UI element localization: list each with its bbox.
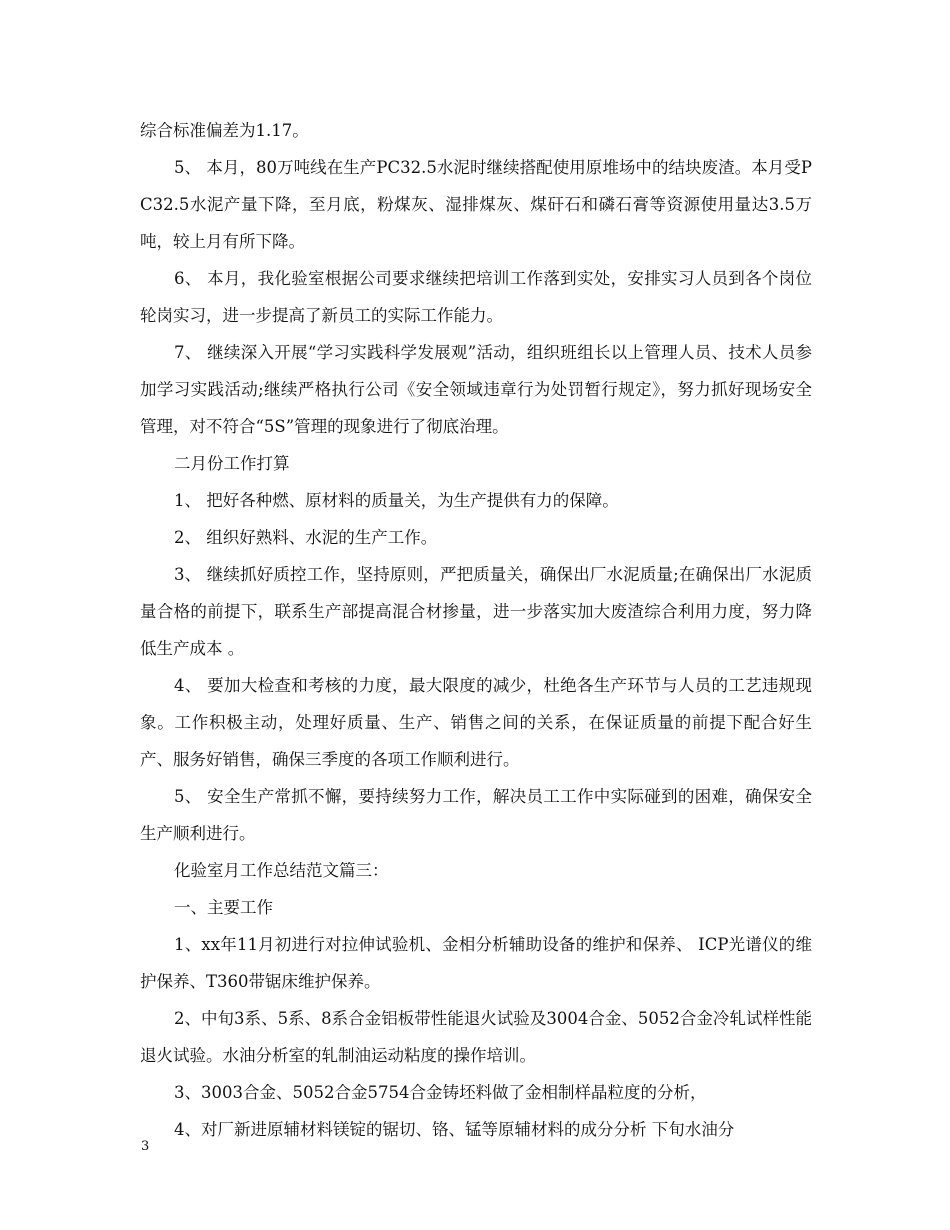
paragraph: 3、 继续抓好质控工作，坚持原则，严把质量关，确保出厂水泥质量;在确保出厂水泥质量合格的前提下，联系生产部提高混合材掺量，进一步落实加大废渣综合利用力度，努力降低生产成本 。 [140,565,812,658]
paragraph: 6、 本月，我化验室根据公司要求继续把培训工作落到实处，安排实习人员到各个岗位轮岗实习，进一步提高了新员工的实际工作能力。 [140,269,812,325]
paragraph: 5、 本月，80万吨线在生产PC32.5水泥时继续搭配使用原堆场中的结块废渣。本月受PC32.5水泥产量下降，至月底，粉煤灰、湿排煤灰、煤矸石和磷石膏等资源使用量达3.5万吨，较上月有所下降。 [140,158,812,251]
paragraph: 综合标准偏差为1.17。 [140,121,309,140]
paragraph: 3、3003合金、5052合金5754合金铸坯料做了金相制样晶粒度的分析， [174,1083,707,1102]
paragraph: 5、 安全生产常抓不懈，要持续努力工作，解决员工工作中实际碰到的困难，确保安全生产顺利进行。 [140,787,812,843]
paragraph: 4、对厂新进原辅材料镁锭的锯切、铬、锰等原辅材料的成分分析 下旬水油分 [174,1120,735,1139]
paragraph: 1、 把好各种燃、原材料的质量关，为生产提供有力的保障。 [174,491,619,510]
paragraph: 1、xx年11月初进行对拉伸试验机、金相分析辅助设备的维护和保养、 ICP光谱仪的维护保养、T360带锯床维护保养。 [140,935,812,991]
section-heading: 一、主要工作 [174,898,273,917]
paragraph: 2、 组织好熟料、水泥的生产工作。 [174,528,438,547]
paragraph: 7、 继续深入开展“学习实践科学发展观”活动，组织班组长以上管理人员、技术人员参加学习实践活动;继续严格执行公司《安全领域违章行为处罚暂行规定》，努力抓好现场安全管理，对不符合“5S”管理的现象进行了彻底治理。 [140,343,812,436]
section-heading: 化验室月工作总结范文篇三： [174,861,389,880]
page-number: 3 [141,1139,150,1154]
paragraph: 2、中旬3系、5系、8系合金铝板带性能退火试验及3004合金、5052合金冷轧试样性能退火试验。水油分析室的轧制油运动粘度的操作培训。 [140,1009,812,1065]
section-heading: 二月份工作打算 [174,454,290,473]
paragraph: 4、 要加大检查和考核的力度，最大限度的减少，杜绝各生产环节与人员的工艺违规现象。工作积极主动，处理好质量、生产、销售之间的关系，在保证质量的前提下配合好生产、服务好销售，确保三季度的各项工作顺利进行。 [140,676,812,769]
document-body [140,112,812,1148]
